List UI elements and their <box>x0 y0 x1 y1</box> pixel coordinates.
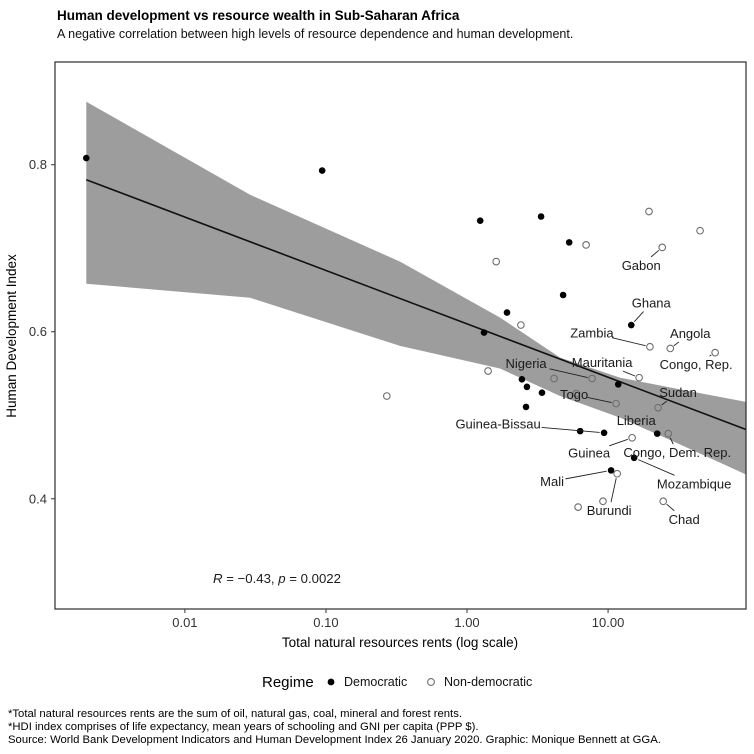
data-point-democratic <box>654 430 661 437</box>
label-leader-line <box>634 312 643 322</box>
data-point-democratic <box>615 381 622 388</box>
data-point-democratic <box>566 239 573 246</box>
data-point-democratic <box>519 376 526 383</box>
country-label: Burundi <box>586 503 632 519</box>
data-point-nondemocratic <box>636 374 643 381</box>
data-point-nondemocratic <box>384 393 391 400</box>
label-leader-line <box>674 342 679 346</box>
data-point-nondemocratic <box>485 368 492 375</box>
country-label: Ghana <box>631 295 671 311</box>
data-point-democratic <box>524 384 531 391</box>
country-label: Chad <box>668 511 700 527</box>
label-leader-line <box>651 250 659 257</box>
data-point-nondemocratic <box>629 435 636 442</box>
data-point-democratic <box>628 322 635 329</box>
country-label: Gabon <box>621 257 661 273</box>
footnote-line-2: *HDI index comprises of life expectancy, mean years of schooling and GNI per capita (PPP $). <box>8 721 479 733</box>
legend-nondemocratic-label: Non-democratic <box>444 675 533 689</box>
data-point-nondemocratic <box>667 345 674 352</box>
x-tick-label: 0.10 <box>313 615 339 630</box>
data-point-democratic <box>504 309 511 316</box>
y-tick-label: 0.8 <box>28 157 47 173</box>
country-label: Mauritania <box>571 355 633 371</box>
country-label: Congo, Rep. <box>659 357 733 373</box>
y-tick-label: 0.6 <box>28 324 47 340</box>
legend-democratic-marker-icon <box>328 679 335 686</box>
data-point-democratic <box>560 292 567 299</box>
data-point-nondemocratic <box>518 322 525 329</box>
footnote-line-1: *Total natural resources rents are the sum of oil, natural gas, coal, mineral and forest rents. <box>8 708 462 720</box>
label-leader-line <box>623 371 635 376</box>
data-point-nondemocratic <box>493 258 500 265</box>
country-label: Liberia <box>616 413 656 429</box>
data-point-democratic <box>608 467 615 474</box>
data-point-nondemocratic <box>647 343 654 350</box>
data-point-nondemocratic <box>712 349 719 356</box>
data-point-democratic <box>83 155 90 162</box>
legend-nondemocratic-marker-icon <box>428 679 435 686</box>
legend <box>262 674 532 691</box>
data-point-democratic <box>481 329 488 336</box>
country-label: Togo <box>560 387 589 403</box>
label-leader-line <box>667 504 675 511</box>
label-leader-line <box>542 427 600 432</box>
x-axis-title: Total natural resources rents (log scale) <box>281 635 519 650</box>
legend-title: Regime <box>262 674 314 691</box>
country-label: Mali <box>540 473 564 489</box>
country-label: Sudan <box>659 385 697 401</box>
data-point-nondemocratic <box>659 244 666 251</box>
x-tick-label: 10.00 <box>591 615 625 630</box>
data-point-nondemocratic <box>660 498 667 505</box>
data-point-nondemocratic <box>646 208 653 215</box>
data-point-democratic <box>601 429 608 436</box>
country-label: Nigeria <box>505 356 547 372</box>
country-label: Guinea-Bissau <box>455 416 541 432</box>
country-label: Mozambique <box>656 476 732 492</box>
country-label: Guinea <box>568 445 611 461</box>
legend-democratic-label: Democratic <box>344 675 408 689</box>
x-tick-label: 1.00 <box>454 615 480 630</box>
label-leader-line <box>612 338 646 346</box>
footnote-line-3: Source: World Bank Development Indicators and Human Development Index 26 January 2020. Graphic: Monique Bennett at GGA. <box>8 734 661 746</box>
data-point-democratic <box>538 213 545 220</box>
label-leader-line <box>565 471 606 479</box>
country-label: Zambia <box>570 325 614 341</box>
country-label: Angola <box>670 325 711 341</box>
chart-title: Human development vs resource wealth in Sub-Saharan Africa <box>57 8 460 23</box>
data-point-nondemocratic <box>583 242 590 249</box>
country-label: Congo, Dem. Rep. <box>623 445 732 461</box>
data-point-democratic <box>523 404 530 411</box>
footnotes <box>8 708 661 746</box>
stats-annotation <box>213 571 341 586</box>
label-leader-line <box>611 478 616 502</box>
data-point-nondemocratic <box>614 470 621 477</box>
data-point-democratic <box>319 167 326 174</box>
stats-annotation-text: R = −0.43, p = 0.0022 <box>213 571 341 586</box>
y-axis-title: Human Development Index <box>4 254 19 418</box>
y-tick-label: 0.4 <box>28 491 47 507</box>
data-point-democratic <box>477 217 484 224</box>
x-tick-label: 0.01 <box>172 615 198 630</box>
chart-subtitle: A negative correlation between high levels of resource dependence and human development. <box>57 27 574 41</box>
label-leader-line <box>638 460 674 476</box>
data-point-democratic <box>539 389 546 396</box>
data-point-nondemocratic <box>697 227 704 234</box>
label-leader-line <box>710 355 712 356</box>
data-point-nondemocratic <box>575 504 582 511</box>
